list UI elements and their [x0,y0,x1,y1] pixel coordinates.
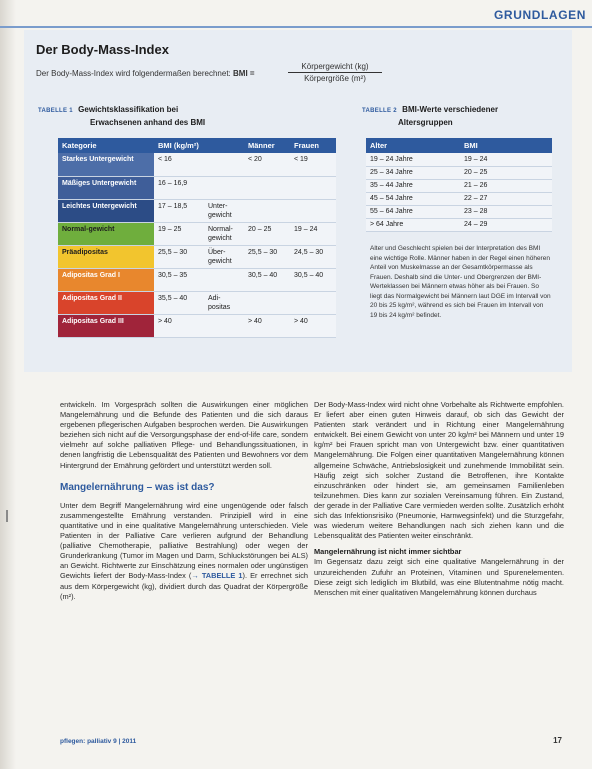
table1-cell-cat: Präadipositas [58,245,154,268]
page-fold-shadow [0,0,16,769]
table1-cell-f: 24,5 – 30 [290,245,336,268]
section-label: GRUNDLAGEN [494,8,586,22]
table2-row [366,205,552,218]
table1-row [58,245,336,268]
formula-lhs: BMI = [233,69,255,78]
table1-row [58,314,336,337]
col1-paragraph-2-b: ). Er errechnet sich aus dem Körpergewicht (kg), dividiert durch das Quadrat der Körpergröße (m²). [60,571,309,601]
col1-paragraph-2 [60,501,308,602]
table1-cell-m: 25,5 – 30 [244,245,290,268]
table1-row [58,153,336,176]
table1-cell-f: > 40 [290,314,336,337]
table1-caption [38,104,205,128]
table1-cell-bmi2: Unter-gewicht [204,199,244,222]
section-rule [0,26,592,28]
table2-cell-bmi: 24 – 29 [460,218,552,231]
table2-cell-bmi: 23 – 28 [460,205,552,218]
table1-cell-f [290,199,336,222]
table2-cell-age: 19 – 24 Jahre [366,153,460,166]
table1-cell-bmi: < 16 [154,153,204,176]
bmi-age-table [366,138,552,232]
table1-header-men: Männer [244,138,290,153]
formula-denominator: Körpergröße (m²) [304,74,366,83]
table1-cell-bmi2: Adi-positas [204,291,244,314]
col1-paragraph-1: entwickeln. Im Vorgespräch sollten die Auswirkungen einer möglichen Mangelernährung und die Befunde des Patienten und die sich daraus ergebenen pflegerischen Aufgaben besprochen werden. Die Auswirkungen beziehen sich nicht auf die Versorgungsphase der end-of-life care, sondern vielmehr auf solche palliativen Pflege- und Behandlungssituationen, in denen langfristig die Lebensqualität des Patienten und Bewohners vor dem Hintergrund der Ernährung gefördert und unterstützt werden soll. [60,400,308,470]
table1-cell-f [290,291,336,314]
table2-cell-age: 55 – 64 Jahre [366,205,460,218]
table2-cell-age: 45 – 54 Jahre [366,192,460,205]
table2-header-row [366,138,552,153]
bmi-box-title: Der Body-Mass-Index [36,42,169,57]
table2-row [366,192,552,205]
table1-header-category: Kategorie [58,138,154,153]
table1-cell-m [244,176,290,199]
table1-cell-cat: Starkes Untergewicht [58,153,154,176]
table2-cell-bmi: 21 – 26 [460,179,552,192]
col2-subheading: Mangelernährung ist nicht immer sichtbar [314,547,462,557]
table2-row [366,153,552,166]
bmi-formula-fraction [288,62,382,83]
table1-row [58,199,336,222]
table1-cell-f: 19 – 24 [290,222,336,245]
table1-row [58,176,336,199]
col2-paragraph-2: Im Gegensatz dazu zeigt sich eine qualitative Mangelernährung in der unzureichenden Zufuhr an Proteinen, Vitaminen und Spurenelementen. Diese zeigt sich lediglich im Blutbild, was eine Blutentnahme nötig macht. Menschen mit einer qualitativen Mangelernährung können durchaus [314,557,564,597]
bmi-classification-table [58,138,336,338]
table2-cell-bmi: 19 – 24 [460,153,552,166]
table1-row [58,268,336,291]
table2-cell-age: > 64 Jahre [366,218,460,231]
table1-cell-bmi: 17 – 18,5 [154,199,204,222]
table1-cell-m [244,199,290,222]
section-heading: Mangelernährung – was ist das? [60,481,215,493]
table2-tag: TABELLE 2 [362,108,397,114]
table1-cell-cat: Adipositas Grad III [58,314,154,337]
table1-cell-bmi2 [204,314,244,337]
table2-row [366,218,552,231]
table1-title-line1: Gewichtsklassifikation bei [78,105,179,114]
table1-cell-f: < 19 [290,153,336,176]
table1-title-line2: Erwachsenen anhand des BMI [90,118,206,127]
page-number: 17 [553,736,562,745]
table1-tag: TABELLE 1 [38,108,73,114]
margin-marker [6,510,8,522]
table1-cell-bmi: 30,5 – 35 [154,268,204,291]
table1-cell-f: 30,5 – 40 [290,268,336,291]
table1-cell-bmi: > 40 [154,314,204,337]
table1-cell-bmi2 [204,176,244,199]
table1-cell-m: 20 – 25 [244,222,290,245]
table1-cell-bmi: 35,5 – 40 [154,291,204,314]
table1-cell-m: > 40 [244,314,290,337]
col2-paragraph-1: Der Body-Mass-Index wird nicht ohne Vorbehalte als Richtwerte empfohlen. Er liefert aber einen guten Hinweis darauf, ob sich das Gewicht der Patienten stark verändert und in Richtung einer Mangelernährung entwickelt. Bei einem Gewicht von unter 20 kg/m² bei Männern und unter 19 kg/m² bei Frauen spricht man von Untergewicht bzw. einer quantitativen Mangelernährung. Die Folgen einer quantitativen Mangelernährung können allgemeine Schwäche, Antriebslosigkeit und zunehmende Immobilität sein. Häufig zeigt sich solcher Zustand die Betroffenen, ihre Kontakte einzuschränken oder hindert sie, am gemeinsamen Familienleben teilzunehmen. Dies kann zur sozialen Vereinsamung führen. Ein Zustand, der gerade in der Palliative Care vermieden werden sollte. Zusätzlich erhöht sich das Infektionsrisiko (Pneumonie, Harnwegsinfekt) und die Sturzgefahr, was wiederum weitere Behandlungen nach sich ziehen kann und die Lebensqualität des Patienten weiter einschränkt. [314,400,564,541]
table1-cell-cat: Leichtes Untergewicht [58,199,154,222]
table2-header-age: Alter [366,138,460,153]
formula-prefix: Der Body-Mass-Index wird folgendermaßen berechnet: [36,69,231,78]
table2-cell-bmi: 22 – 27 [460,192,552,205]
table1-cell-cat: Adipositas Grad I [58,268,154,291]
table1-header-women: Frauen [290,138,336,153]
table1-cell-bmi2 [204,153,244,176]
table1-header-bmi: BMI (kg/m²) [154,138,244,153]
table1-cell-f [290,176,336,199]
table1-cell-bmi: 19 – 25 [154,222,204,245]
table1-header-row [58,138,336,153]
table1-cell-bmi2: Normal-gewicht [204,222,244,245]
table1-reference-link[interactable]: → TABELLE 1 [191,571,243,581]
article-column-1 [60,400,308,602]
formula-numerator: Körpergewicht (kg) [288,62,382,73]
table2-cell-bmi: 20 – 25 [460,166,552,179]
table1-cell-bmi: 25,5 – 30 [154,245,204,268]
col1-paragraph-2-a: Unter dem Begriff Mangelernährung wird eine ungenügende oder falsch zusammengestellte Ernährung verstanden. Prinzipiell wird in eine quantitative und in eine qualitative Mangelernährung unterschieden. Viele Patienten in der Palliative Care verlieren aufgrund der Behandlung (palliative Chemotherapie, palliative Bestrahlung) oder wegen der Grunderkrankung (Tumor im Magen und Darm, Schluckstörungen bei ALS) an Gewicht. Richtwerte zur Einschätzung eines normalen oder ungünstigen Gewichts liefert der Body-Mass-Index ( [60,500,308,581]
table1-cell-m [244,291,290,314]
table2-cell-age: 35 – 44 Jahre [366,179,460,192]
table1-cell-m: 30,5 – 40 [244,268,290,291]
table1-cell-bmi2: Über-gewicht [204,245,244,268]
table2-title-line1: BMI-Werte verschiedener [402,105,499,114]
article-column-2 [314,400,564,598]
table1-row [58,291,336,314]
table1-cell-bmi2 [204,268,244,291]
table1-cell-cat: Normal-gewicht [58,222,154,245]
table2-title-line2: Altersgruppen [398,118,453,127]
table2-cell-age: 25 – 34 Jahre [366,166,460,179]
table1-row [58,222,336,245]
bmi-formula-text [36,69,255,78]
table2-row [366,166,552,179]
table2-caption [362,104,498,128]
table1-cell-bmi: 16 – 16,9 [154,176,204,199]
table1-cell-m: < 20 [244,153,290,176]
journal-footer: pflegen: palliativ 9 | 2011 [60,738,137,745]
table2-header-bmi: BMI [460,138,552,153]
table1-cell-cat: Adipositas Grad II [58,291,154,314]
table2-row [366,179,552,192]
table1-cell-cat: Mäßiges Untergewicht [58,176,154,199]
table2-note: Alter und Geschlecht spielen bei der Interpretation des BMI eine wichtige Rolle. Männer haben in der Regel einen höheren Anteil von Muskelmasse an der Gesamtkörpermasse als Frauen. Deshalb sind die Unter- und Obergrenzen der BMI-Werteklassen bei Männern etwas höher als bei Frauen. So liegt das Normalgewicht bei Männern laut DGE im Intervall von 20 bis 25 kg/m², während es sich bei Frauen im Intervall von 19 bis 24 kg/m² befindet. [370,245,551,319]
